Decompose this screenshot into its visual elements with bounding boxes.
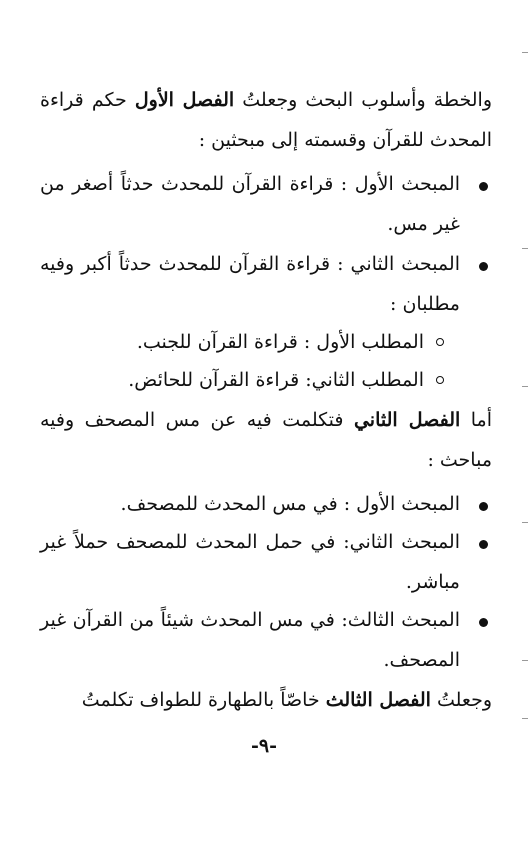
chapter-two-text-start: أما [460, 409, 492, 431]
list-item: المطلب الأول : قراءة القرآن للجنب. [136, 331, 424, 353]
chapter-three-paragraph [40, 680, 492, 720]
edge-mark [522, 522, 528, 523]
chapter-two-paragraph [40, 400, 492, 480]
bullet-icon [479, 618, 488, 627]
list-item: المبحث الأول : قراءة القرآن للمحدث حدثاً أصغر من غير مس. [40, 173, 460, 235]
chapter-two-text-end: فتكلمت فيه عن مس المصحف وفيه مباحث : [40, 409, 492, 471]
list-item: المبحث الثاني: في حمل المحدث للمصحف حملاً غير مباشر. [40, 531, 460, 593]
edge-mark [522, 718, 528, 719]
edge-mark [522, 52, 528, 53]
page-number: -٩- [251, 735, 277, 757]
intro-text-end: حكم قراءة المحدث للقرآن وقسمته إلى مبحثين : [40, 89, 492, 151]
list-item: المبحث الثالث: في مس المحدث شيئاً من القرآن غير المصحف. [40, 609, 460, 671]
chapter-three-heading: الفصل الثالث [325, 689, 431, 711]
edge-mark [522, 248, 528, 249]
chapter-two-heading: الفصل الثاني [353, 409, 461, 431]
chapter-one-heading: الفصل الأول [134, 89, 235, 111]
circle-bullet-icon [436, 338, 444, 346]
bullet-icon [479, 182, 488, 191]
edge-mark [522, 660, 528, 661]
edge-mark [522, 386, 528, 387]
intro-text-start: والخطة وأسلوب البحث وجعلتُ [234, 89, 493, 111]
list-item: المطلب الثاني: قراءة القرآن للحائض. [128, 369, 424, 391]
list-item: المبحث الثاني : قراءة القرآن للمحدث حدثاً أكبر وفيه مطلبان : [40, 253, 460, 315]
bullet-icon [479, 502, 488, 511]
bullet-icon [479, 540, 488, 549]
circle-bullet-icon [436, 376, 444, 384]
chapter-three-text-start: وجعلتُ [430, 689, 492, 711]
chapter-three-text-end: خاصّاً بالطهارة للطواف تكلمتُ [81, 689, 326, 711]
list-item: المبحث الأول : في مس المحدث للمصحف. [120, 493, 460, 515]
bullet-icon [479, 262, 488, 271]
intro-paragraph [40, 80, 492, 160]
